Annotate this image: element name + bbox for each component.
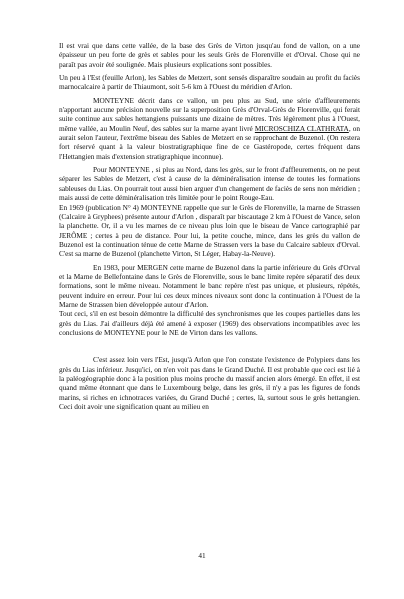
page-number: 41 [198, 551, 206, 560]
paragraph-tout-ceci: Tout ceci, s'il en est besoin démontre la difficulté des synchronismes que les coupes partielles dans les grès du Lias. J'ai d'ailleurs déjà été amené à exposer (1969) des observations incompatibles avec les conclusions de MONTEYNE pour le NE de Virton dans les vallons. [59, 309, 360, 337]
paragraph-pour-monteyne-lead: Pour MONTEYNE [93, 165, 150, 175]
paragraph-monteyne-vallon [59, 96, 360, 161]
paragraph-vallee: Il est vrai que dans cette vallée, de la base des Grès de Virton jusqu'au fond de vallon, on a une épaisseur un peu forte de grès et sables pour les seuls Grès de Florenville et d'Orval. Chose qui ne paraît pas avoir été soulignée. Mais plusieurs explications sont possibles. [59, 41, 360, 69]
paragraph-pour-monteyne [59, 165, 360, 202]
paragraph-arlon-metzert: Un peu à l'Est (feuille Arlon), les Sables de Metzert, sont sensés disparaître soudain au profit du faciès marnocalcaire à partir de Thiaumont, soit 5-6 km à l'Ouest du méridien d'Arlon. [59, 73, 360, 92]
species-name: MICROSCHIZA CLATHRATA [254, 123, 349, 133]
paragraph-monteyne-text: MONTEYNE décrit dans ce vallon, un peu plus au Sud, une série d'affleurements n'apportant aucune précision nouvelle sur la superposition Grès d'Orval-Grès de Florenville, qui ferait suite continue aux sables hettangiens puissants une dizaine de mètres. Très légèrement plus à l'Ouest, même vallée, au Moulin Neuf, des sables sur la marne ayant livré [59, 95, 360, 133]
paragraph-pour-monteyne-text: , si plus au Nord, dans les grès, sur le front d'affleurements, on ne peut séparer les Sables de Metzert, c'est à cause de la déminéralisation intense de toutes les formations sableuses du Lias. On pourrait tout aussi bien arguer d'un changement de faciès de sens non méridien ; mais aussi de cette déminéralisation très limitée pour le point Rouge-Eau. [59, 165, 360, 203]
page-body [59, 41, 360, 411]
paragraph-monteyne-continued: , on aurait selon l'auteur, l'extrême biseau des Sables de Metzert en se rapprochant de Buzenol. (On restera fort réservé quant à la valeur biostratigraphique fine de ce Gastéropode, certes fréquent dans l'Hettangien mais d'extension stratigraphique inconnue). [59, 123, 361, 161]
paragraph-polypiers: C'est assez loin vers l'Est, jusqu'à Arlon que l'on constate l'existence de Polypiers dans les grès du Lias inférieur. Jusqu'ici, on n'en voit pas dans le Grand Duché. Il est probable que ceci est lié à la paléogéographie donc à la position plus moins proche du massif ancien alors émergé. En effet, il est quand même étonnant que dans le Luxembourg belge, dans les grès, il n'y a pas les figures de fonds marins, si riches en ichnotraces variées, du Grand Duché ; certes, là, surtout sous le grès hettangien. Ceci doit avoir une signification quant au milieu en [59, 355, 360, 412]
paragraph-1969-publication: En 1969 (publication N° 4) MONTEYNE rappelle que sur le Grès de Florenville, la marne de Strassen (Calcaire à Gryphees) présente autour d'Arlon , disparaît par biscautage 2 km à l'Ouest de Vance, selon la planchette. Or, il a vu les marnes de ce niveau plus loin que le biseau de Vance cartographié par JERÔME ; certes à peu de distance. Pour lui, la petite couche, mince, dans les grès du vallon de Buzenol est la continuation ténue de cette Marne de Strassen vers la base du Calcaire sableux d'Orval. C'est sa marne de Buzenol (planchette Virton, St Léger, Habay-la-Neuve). [59, 202, 360, 259]
paragraph-1983-mergen: En 1983, pour MERGEN cette marne de Buzenol dans la partie inférieure du Grès d'Orval et la Marne de Bellefontaine dans le Grès de Florenville, sous le banc limite repère séparatif des deux formations, sont le même niveau. Notamment le banc repère n'est pas unique, et plusieurs, répétés, peuvent induire en erreur. Pour lui ces deux minces niveaux sont donc la continuation à l'Ouest de la Marne de Strassen bien développée autour d'Arlon. [59, 262, 360, 309]
